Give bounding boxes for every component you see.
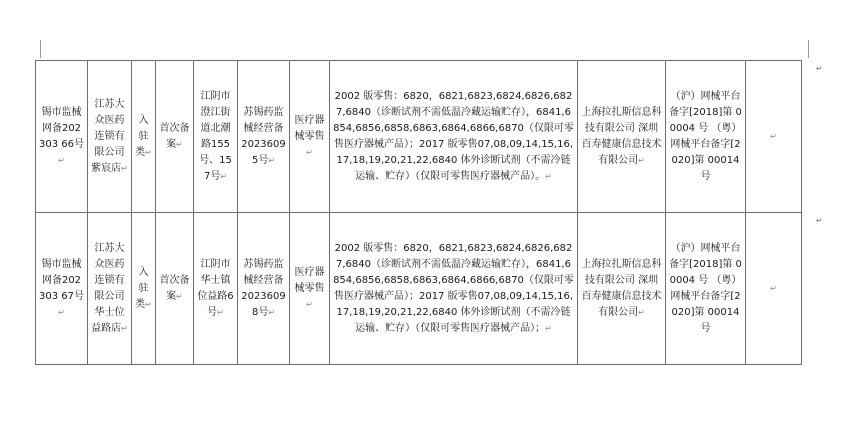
platform-cell: 上海拉扎斯信息科技有限公司 深圳百寿健康信息技术有限公司↵: [578, 213, 666, 365]
table-row: [36, 213, 802, 365]
table-row: [36, 61, 802, 213]
license-cell: 苏锡药监械经营备2023609 8号↵: [238, 213, 290, 365]
filing-kind-cell: 首次备案↵: [156, 61, 194, 213]
license-cell: 苏锡药监械经营备2023609 5号↵: [238, 61, 290, 213]
address-cell: 江阴市华士镇位益路6号↵: [194, 213, 238, 365]
platform-cell: 上海拉扎斯信息科技有限公司 深圳百寿健康信息技术有限公司↵: [578, 61, 666, 213]
record-table: [35, 60, 802, 365]
platform-filing-cell: （沪）网械平台备字[2018]第 00004 号 （粤）网械平台备字[2020]第 00014 号: [666, 213, 746, 365]
record-number-cell: 锡市监械网备202303 67号↵: [36, 213, 88, 365]
filing-kind-cell: 首次备案↵: [156, 213, 194, 365]
type-cell: 入驻类↵: [132, 61, 156, 213]
category-cell: 医疗器械零售↵: [290, 213, 330, 365]
address-cell: 江阴市澄江街道北潮路155号、157号↵: [194, 61, 238, 213]
business-scope-cell: 2002 版零售：6820，6821,6823,6824,6826,6827,6840（诊断试剂不需低温冷藏运输贮存），6841,6854,6856,6858,6863,6864,6866,6870（仅限可零售医疗器械产品）；2017 版零售07,08,09,14,15,16,17,18,19,20,21,22,6840 体外诊断试剂（不需冷链运输、贮存）（仅限可零售医疗器械产品）；↵: [330, 213, 578, 365]
row-end-mark: ↵: [816, 64, 823, 73]
record-number-cell: 锡市监械网备202303 66号↵: [36, 61, 88, 213]
category-cell: 医疗器械零售↵: [290, 61, 330, 213]
type-cell: 入驻类↵: [132, 213, 156, 365]
company-cell: 江苏大众医药连锁有限公司紫宸店↵: [88, 61, 132, 213]
platform-filing-cell: （沪）网械平台备字[2018]第 00004 号 （粤）网械平台备字[2020]第 00014 号: [666, 61, 746, 213]
empty-cell: ↵: [746, 213, 802, 365]
business-scope-cell: 2002 版零售：6820，6821,6823,6824,6826,6827,6840（诊断试剂不需低温冷藏运输贮存），6841,6854,6856,6858,6863,6864,6866,6870（仅限可零售医疗器械产品）；2017 版零售07,08,09,14,15,16,17,18,19,20,21,22,6840 体外诊断试剂（不需冷链运输、贮存）（仅限可零售医疗器械产品）。↵: [330, 61, 578, 213]
empty-cell: ↵: [746, 61, 802, 213]
company-cell: 江苏大众医药连锁有限公司华士位益路店↵: [88, 213, 132, 365]
margin-corner-right: [808, 40, 809, 58]
row-end-mark: ↵: [816, 216, 823, 225]
margin-corner-left: [40, 40, 41, 58]
